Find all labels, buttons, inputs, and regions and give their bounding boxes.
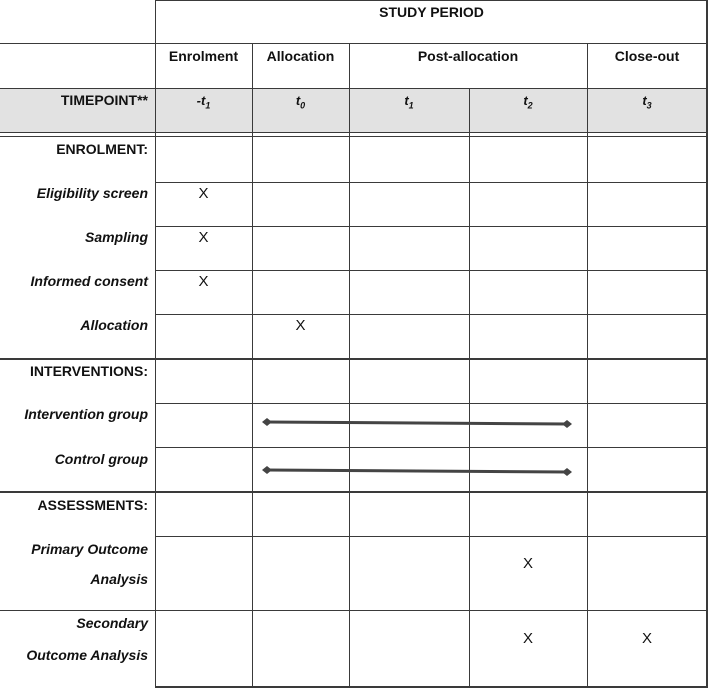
grid-line (155, 403, 708, 404)
grid-line (0, 132, 708, 133)
allocation-label: Allocation (80, 317, 148, 333)
control-duration-line (262, 466, 572, 476)
secondary-outcome-line1: Secondary (76, 615, 148, 631)
grid-line (155, 0, 708, 1)
grid-line (0, 610, 708, 611)
interventions-section-label: INTERVENTIONS: (30, 363, 148, 379)
grid-line (587, 43, 588, 688)
timepoint-t-minus-1: $-t_1$ (196, 93, 211, 111)
enrolment-section-label: ENROLMENT: (56, 141, 148, 157)
consent-mark: X (198, 273, 209, 290)
primary-outcome-line1: Primary Outcome (31, 541, 148, 557)
eligibility-mark: X (198, 185, 209, 202)
primary-outcome-line2: Analysis (90, 571, 148, 587)
grid-line (469, 88, 470, 688)
grid-line (0, 491, 708, 493)
secondary-outcome-line2: Outcome Analysis (26, 647, 148, 663)
sampling-mark: X (198, 229, 209, 246)
close-out-header: Close-out (614, 48, 680, 64)
allocation-mark: X (295, 317, 306, 334)
intervention-arrows (260, 412, 576, 482)
study-period-header: STUDY PERIOD (379, 4, 484, 20)
timepoint-label: TIMEPOINT** (60, 92, 148, 108)
grid-line (155, 536, 708, 537)
grid-line (155, 226, 708, 227)
grid-line (349, 43, 350, 688)
secondary-outcome-mark-t2: X (522, 630, 533, 647)
grid-line (155, 270, 708, 271)
grid-line (0, 136, 708, 137)
intervention-duration-line (262, 418, 572, 428)
timepoint-t1: $t_1$ (404, 93, 414, 111)
sampling-label: Sampling (84, 229, 148, 245)
grid-line (155, 314, 708, 315)
grid-line (252, 43, 253, 688)
grid-line (0, 358, 708, 360)
allocation-header: Allocation (266, 48, 335, 64)
primary-outcome-mark: X (522, 555, 533, 572)
timepoint-t2: $t_2$ (523, 93, 533, 111)
intervention-group-label: Intervention group (24, 406, 148, 422)
enrolment-header: Enrolment (168, 48, 239, 64)
control-group-label: Control group (54, 451, 148, 467)
grid-line (0, 43, 708, 44)
grid-line (155, 182, 708, 183)
timepoint-t0: $t_0$ (295, 93, 306, 111)
secondary-outcome-mark-t3: X (641, 630, 652, 647)
grid-line (0, 88, 708, 89)
assessments-section-label: ASSESSMENTS: (37, 497, 148, 513)
informed-consent-label: Informed consent (30, 273, 148, 289)
timepoint-t3: $t_3$ (642, 93, 652, 111)
eligibility-screen-label: Eligibility screen (36, 185, 148, 201)
post-allocation-header: Post-allocation (417, 48, 519, 64)
